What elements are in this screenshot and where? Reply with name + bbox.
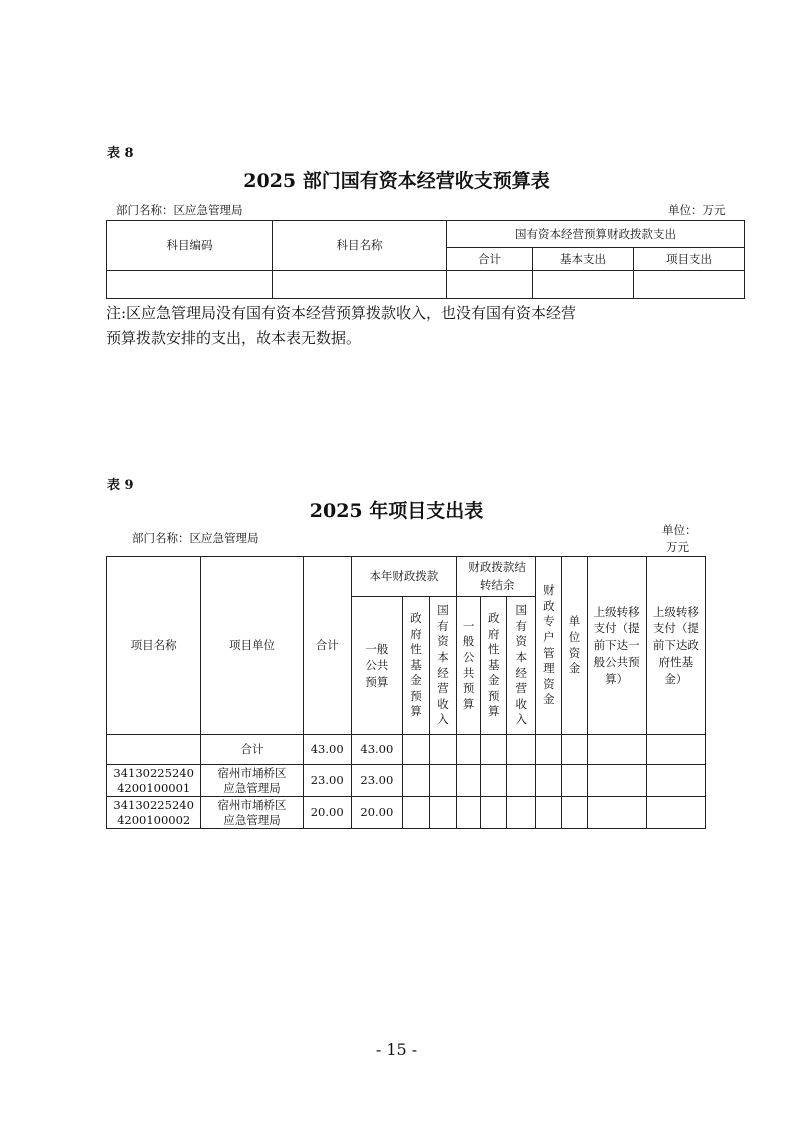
t9-total-total: 43.00	[303, 735, 351, 765]
t9-header-carry-group-text: 财政拨款结转结余	[468, 560, 526, 592]
t9-total-name	[107, 735, 201, 765]
t9-row2-gen: 20.00	[351, 797, 402, 829]
t9-empty-cell	[481, 765, 507, 797]
t9-row2-total: 20.00	[303, 797, 351, 829]
t8-header-basic: 基本支出	[533, 248, 634, 271]
t9-total-gen: 43.00	[351, 735, 402, 765]
t9-header-carry-group	[457, 557, 536, 597]
t9-empty-cell	[402, 735, 429, 765]
table9	[106, 556, 706, 829]
t9-empty-cell	[402, 765, 429, 797]
table9-unit-line1: 单位：	[662, 523, 697, 537]
t9-empty-cell	[646, 735, 705, 765]
t8-empty-cell	[634, 271, 745, 299]
t9-header-carry-soe	[507, 597, 536, 735]
t8-empty-cell	[447, 271, 533, 299]
t9-empty-cell	[430, 797, 457, 829]
t9-row1-code-a: 34130225240	[113, 766, 194, 781]
t9-empty-cell	[430, 735, 457, 765]
t9-row1-total: 23.00	[303, 765, 351, 797]
t9-header-gen-budget-text: 一般公共预算	[365, 642, 389, 689]
t8-header-code: 科目编码	[107, 221, 273, 271]
t9-row1-code	[107, 765, 201, 797]
t9-empty-cell	[507, 797, 536, 829]
t9-header-special-acct-text: 财政专户管理资金	[543, 583, 555, 707]
table8-title: 2025 部门国有资本经营收支预算表	[243, 170, 550, 192]
t9-header-soe-income-text: 国有资本经营收入	[437, 603, 449, 727]
table9-dept: 部门名称：区应急管理局	[132, 531, 259, 545]
table9-label: 表 9	[107, 478, 134, 493]
t9-header-unit-fund	[562, 557, 587, 735]
t9-empty-cell	[457, 765, 481, 797]
t9-header-soe-income	[430, 597, 457, 735]
t9-header-carry-gen-text: 一般公共预算	[462, 618, 475, 711]
t9-header-gen-budget	[351, 597, 402, 735]
table8-dept: 部门名称：区应急管理局	[116, 203, 243, 217]
t9-empty-cell	[536, 735, 562, 765]
t9-header-proj-name: 项目名称	[107, 557, 201, 735]
t9-row2-code-a: 34130225240	[113, 798, 194, 813]
t9-empty-cell	[562, 735, 587, 765]
table8-note-line1: 注:区应急管理局没有国有资本经营预算拨款收入，也没有国有资本经营	[106, 304, 577, 322]
t9-header-transfer-gen-text: 上级转移支付（提前下达一般公共预算）	[593, 604, 640, 686]
table9-title: 2025 年项目支出表	[309, 500, 484, 522]
t9-empty-cell	[587, 735, 646, 765]
t9-empty-cell	[507, 735, 536, 765]
page-number: - 15 -	[375, 1040, 418, 1059]
t9-header-current-group: 本年财政拨款	[351, 557, 456, 597]
t9-header-carry-fund-text: 政府性基金预算	[487, 611, 500, 719]
t9-empty-cell	[562, 765, 587, 797]
t9-row2-code-b: 4200100002	[117, 812, 191, 827]
table-row	[107, 797, 706, 829]
t9-header-transfer-fund-text: 上级转移支付（提前下达政府性基金）	[652, 604, 699, 686]
table8	[106, 220, 745, 299]
t9-empty-cell	[430, 765, 457, 797]
t9-row1-unit	[201, 765, 303, 797]
t9-row1-code-b: 4200100001	[117, 780, 191, 795]
t9-empty-cell	[536, 765, 562, 797]
t8-header-total: 合计	[447, 248, 533, 271]
t9-header-transfer-gen	[587, 557, 646, 735]
t8-empty-cell	[273, 271, 447, 299]
table-row	[107, 765, 706, 797]
t8-header-name: 科目名称	[273, 221, 447, 271]
t9-empty-cell	[457, 797, 481, 829]
t9-total-row	[107, 735, 706, 765]
t9-header-carry-gen	[457, 597, 481, 735]
t9-header-carry-soe-text: 国有资本经营收入	[515, 603, 528, 727]
t8-empty-cell	[107, 271, 273, 299]
t9-total-unit: 合计	[201, 735, 303, 765]
t9-header-carry-fund	[481, 597, 507, 735]
t9-header-total: 合计	[303, 557, 351, 735]
t8-header-group: 国有资本经营预算财政拨款支出	[447, 221, 745, 248]
t9-header-proj-unit: 项目单位	[201, 557, 303, 735]
t8-empty-cell	[533, 271, 634, 299]
t9-empty-cell	[481, 797, 507, 829]
table8-note-line2: 预算拨款安排的支出，故本表无数据。	[106, 329, 362, 347]
table8-unit: 单位：万元	[668, 203, 726, 217]
t9-empty-cell	[457, 735, 481, 765]
t9-row2-unit-b: 应急管理局	[223, 812, 281, 827]
t9-header-transfer-fund	[646, 557, 705, 735]
t9-row2-code	[107, 797, 201, 829]
t9-empty-cell	[481, 735, 507, 765]
t9-header-gov-fund-text: 政府性基金预算	[410, 611, 422, 719]
table9-unit-line2: 万元	[666, 540, 689, 554]
t9-empty-cell	[646, 765, 705, 797]
table8-label: 表 8	[107, 146, 134, 161]
t9-empty-cell	[402, 797, 429, 829]
t9-empty-cell	[536, 797, 562, 829]
t9-empty-cell	[507, 765, 536, 797]
t9-header-unit-fund-text: 单位资金	[568, 614, 581, 676]
t9-empty-cell	[562, 797, 587, 829]
t9-row1-unit-b: 应急管理局	[223, 780, 281, 795]
t9-empty-cell	[587, 797, 646, 829]
t9-row1-unit-a: 宿州市埇桥区	[217, 766, 287, 781]
t9-empty-cell	[646, 797, 705, 829]
t9-empty-cell	[587, 765, 646, 797]
t9-header-gov-fund	[402, 597, 429, 735]
t9-header-special-acct	[536, 557, 562, 735]
t9-row2-unit-a: 宿州市埇桥区	[217, 798, 287, 813]
t9-row1-gen: 23.00	[351, 765, 402, 797]
t9-row2-unit	[201, 797, 303, 829]
t8-header-project: 项目支出	[634, 248, 745, 271]
